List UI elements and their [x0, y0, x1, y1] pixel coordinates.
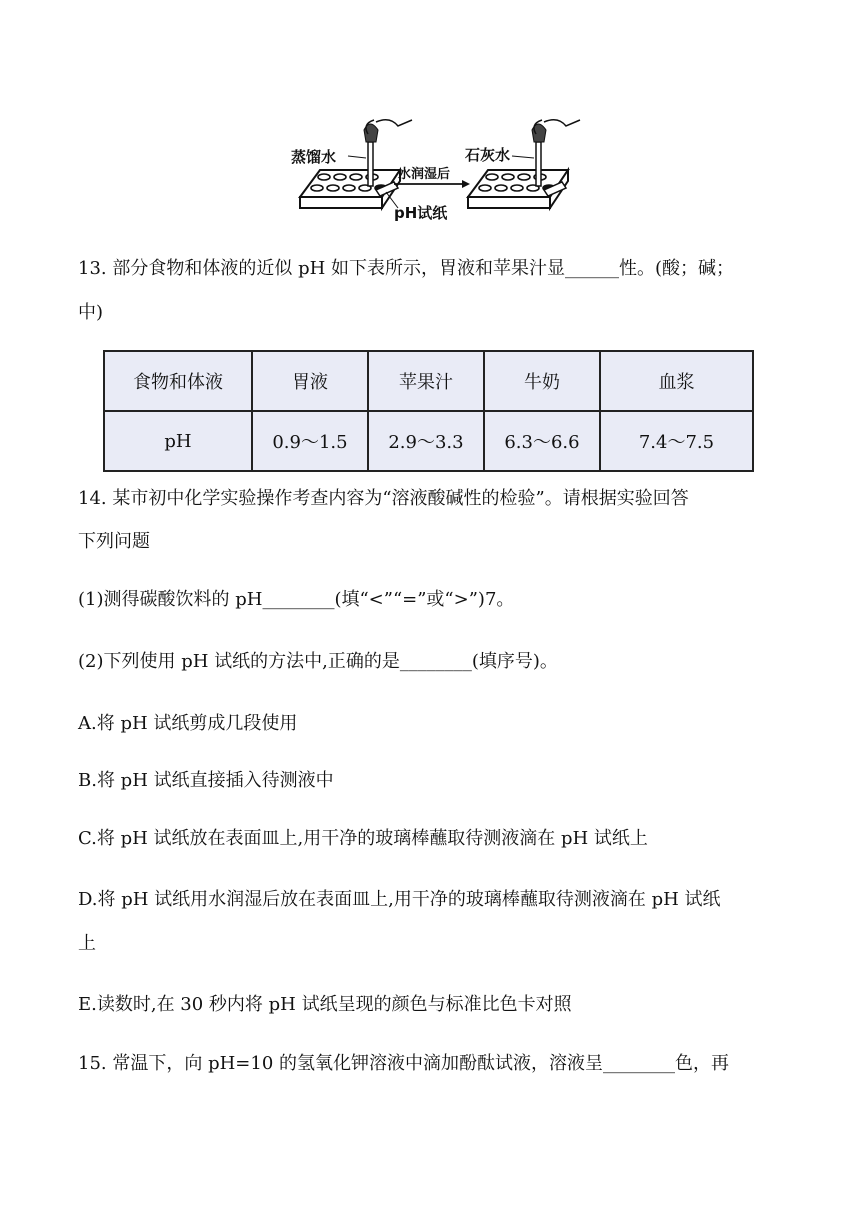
table-header-cell: 胃液 [252, 351, 368, 411]
q13-line2: 中) [78, 302, 104, 323]
q14-line1: 14. 某市初中化学实验操作考查内容为“溶液酸碱性的检验”。请根据实验回答 [78, 488, 689, 509]
label-distilled-water: 蒸馏水 [291, 148, 337, 166]
table-header-cell: 苹果汁 [368, 351, 484, 411]
q14-option-d-line2: 上 [78, 933, 96, 954]
experiment-figure [290, 112, 590, 224]
table-cell: 6.3～6.6 [484, 411, 600, 471]
label-limewater: 石灰水 [465, 146, 511, 164]
q14-sub2: (2)下列使用 pH 试纸的方法中,正确的是________(填序号)。 [78, 651, 558, 672]
table-header-cell: 食物和体液 [104, 351, 252, 411]
table-header-cell: 牛奶 [484, 351, 600, 411]
q14-line2: 下列问题 [78, 531, 150, 552]
label-ph-paper: pH试纸 [394, 204, 448, 222]
q14-option-e: E.读数时,在 30 秒内将 pH 试纸呈现的颜色与标准比色卡对照 [78, 994, 572, 1015]
ph-table [103, 350, 754, 472]
q14-sub1: (1)测得碳酸饮料的 pH________(填“<”“=”或“>”)7。 [78, 589, 515, 610]
label-after-wetting: 水润湿后 [398, 167, 451, 182]
table-cell: pH [104, 411, 252, 471]
table-cell: 0.9～1.5 [252, 411, 368, 471]
experiment-diagram [290, 112, 590, 224]
q14-option-b: B.将 pH 试纸直接插入待测液中 [78, 770, 334, 791]
table-cell: 7.4～7.5 [600, 411, 753, 471]
q13-line1: 13. 部分食物和体液的近似 pH 如下表所示，胃液和苹果汁显______性。(酸；碱； [78, 258, 735, 279]
q15-line1: 15. 常温下，向 pH=10 的氢氧化钾溶液中滴加酚酞试液，溶液呈________色，再 [78, 1053, 729, 1074]
table-cell: 2.9～3.3 [368, 411, 484, 471]
q14-option-c: C.将 pH 试纸放在表面皿上,用干净的玻璃棒蘸取待测液滴在 pH 试纸上 [78, 828, 648, 849]
table-header-cell: 血浆 [600, 351, 753, 411]
q14-option-a: A.将 pH 试纸剪成几段使用 [78, 713, 298, 734]
table-header-row [104, 351, 753, 411]
q14-option-d-line1: D.将 pH 试纸用水润湿后放在表面皿上,用干净的玻璃棒蘸取待测液滴在 pH 试纸 [78, 889, 721, 910]
table-row [104, 411, 753, 471]
